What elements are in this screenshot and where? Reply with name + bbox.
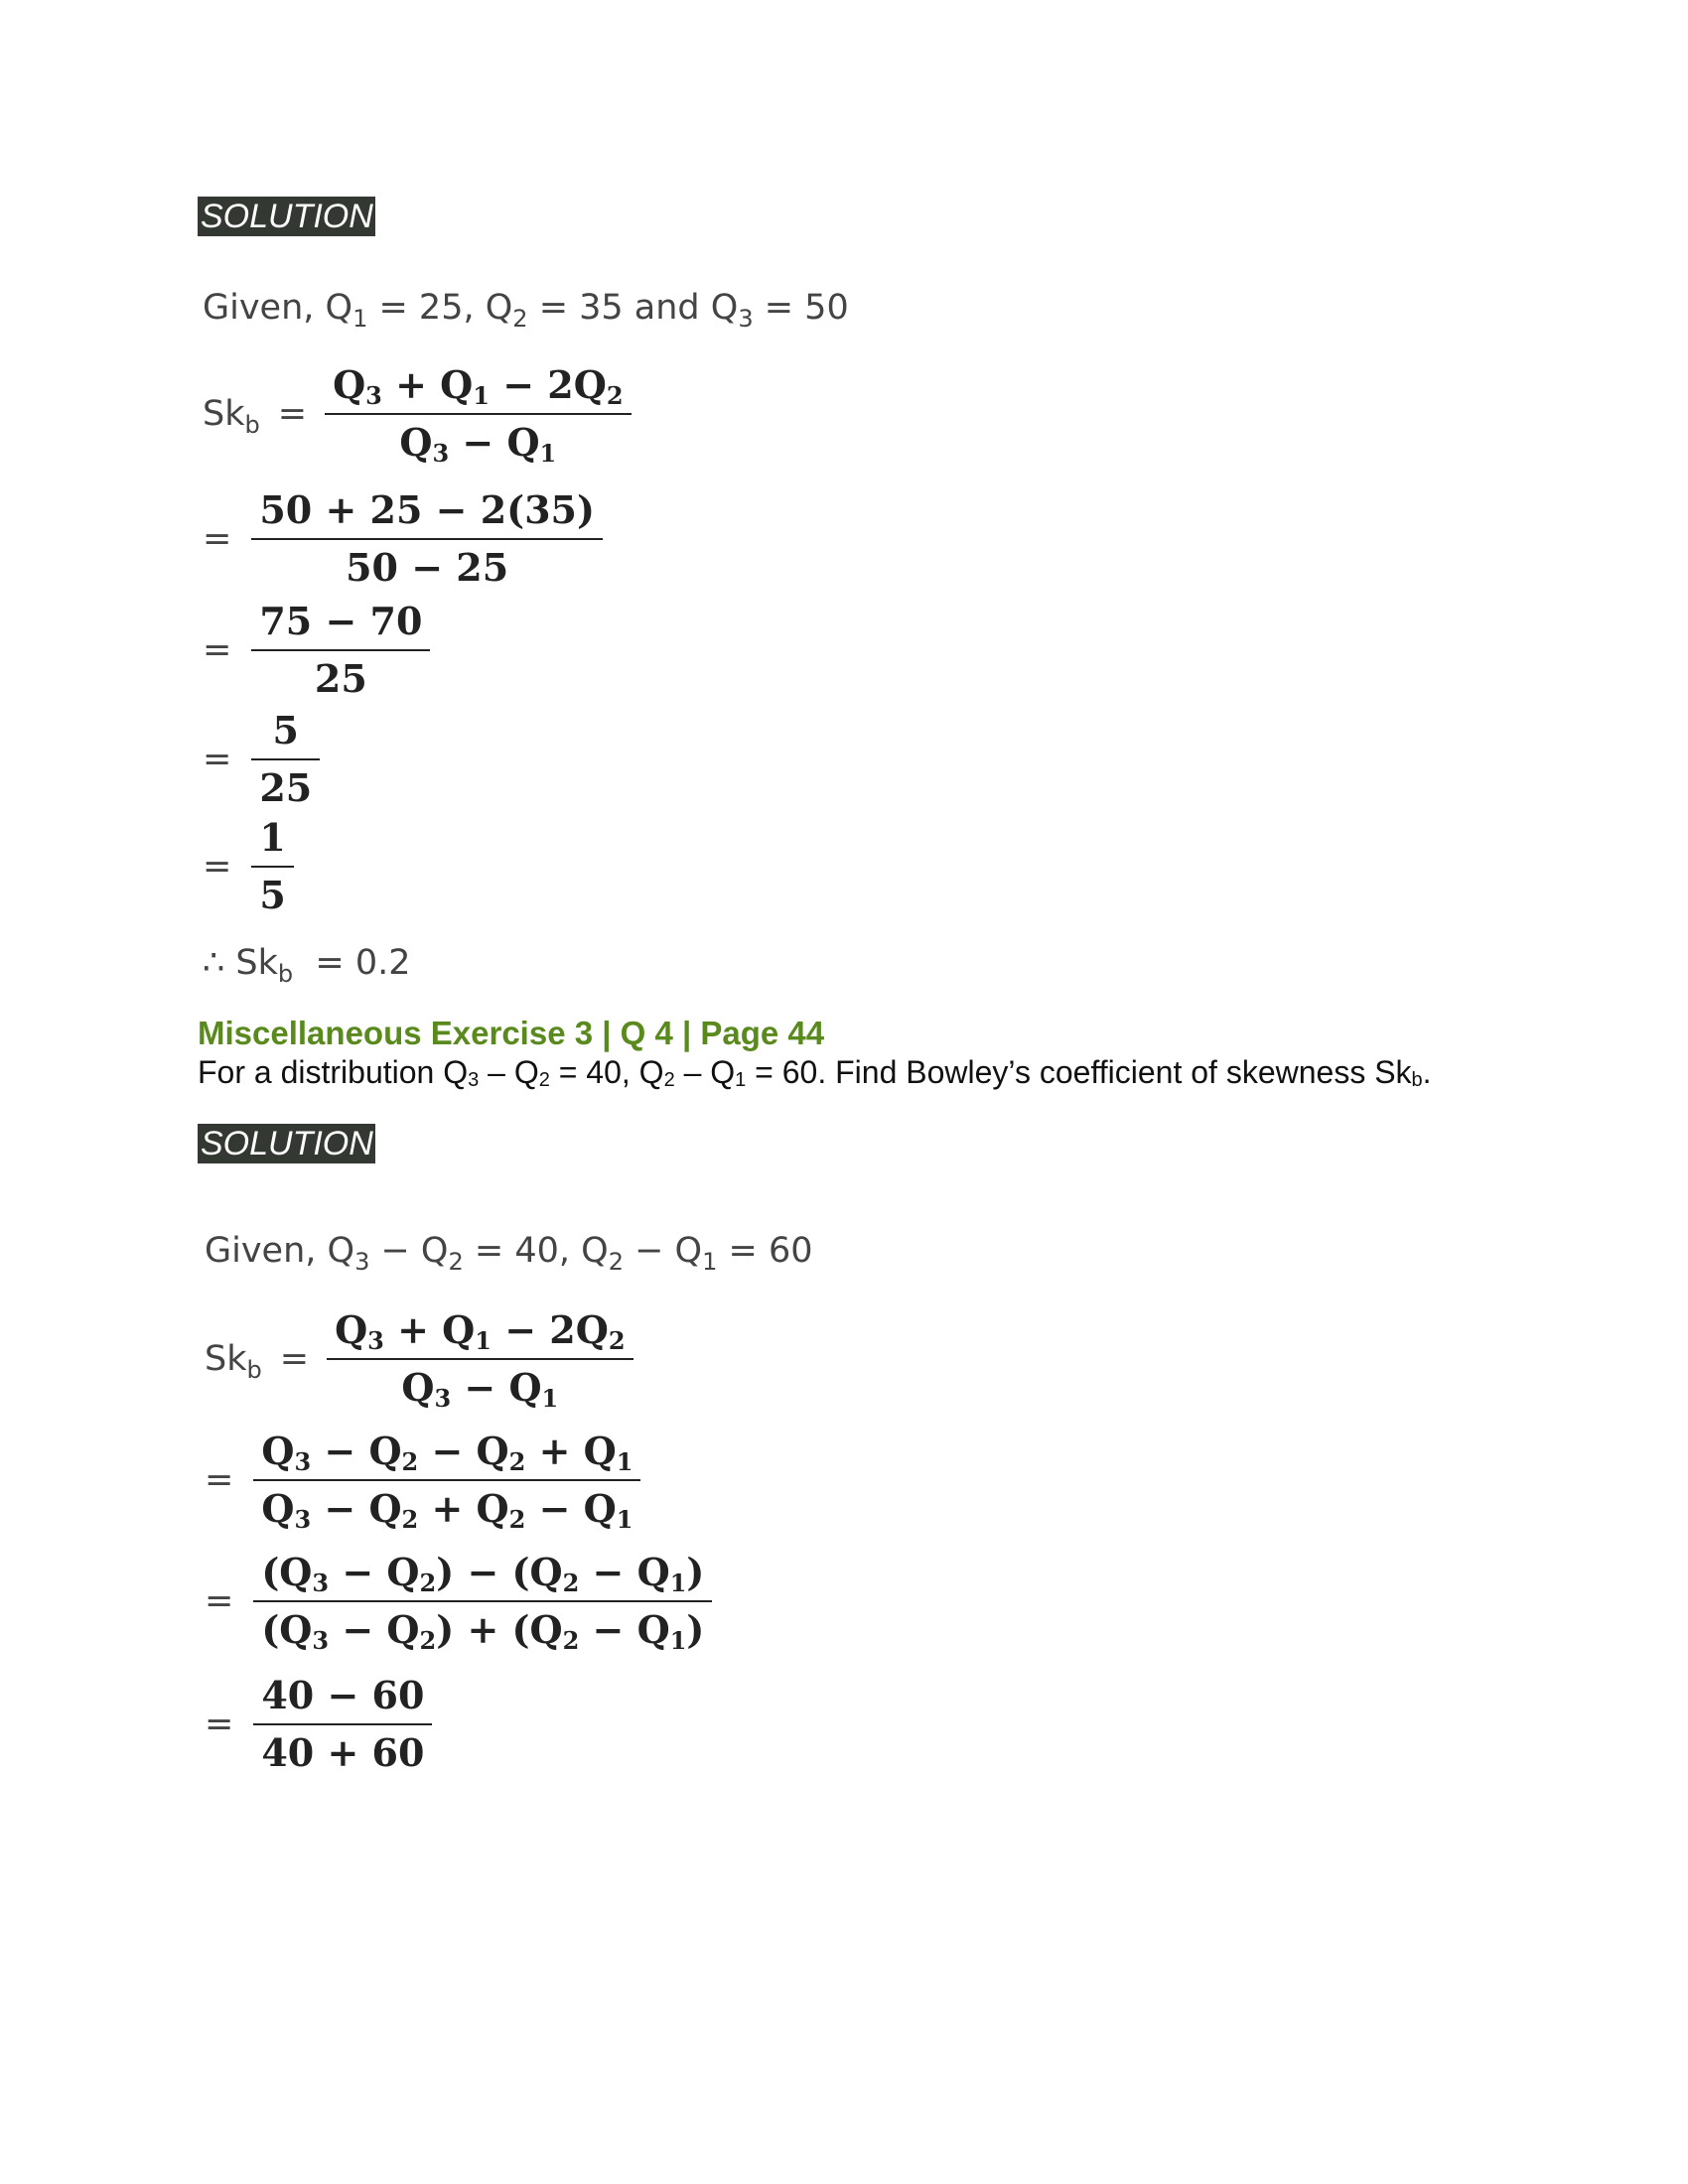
fraction-denominator: 50 − 25 [346, 545, 509, 590]
fraction-numerator: $Q_3 + Q_1 - 2Q_2$ [335, 1307, 626, 1355]
equals-sign: = [277, 394, 308, 434]
step-fraction [253, 1550, 712, 1655]
exercise-heading: Miscellaneous Exercise 3 | Q 4 | Page 44 [198, 1015, 825, 1051]
skewness-label: $Sk_b$ [205, 1339, 262, 1384]
fraction-denominator: 40 + 60 [261, 1730, 425, 1775]
step-substitution [203, 488, 603, 590]
step-expand [205, 1429, 640, 1534]
step-substitute-values [205, 1674, 432, 1775]
fraction-denominator: $(Q_3 - Q_2) + (Q_2 - Q_1)$ [261, 1607, 705, 1655]
given-quartile-differences: Given, $Q_3 - Q_2 = 40$, $Q_2 - Q_1 = 60$ [205, 1231, 813, 1276]
step-fraction [251, 709, 320, 810]
solution-label: SOLUTION [198, 1124, 375, 1163]
equals-sign: = [203, 740, 232, 779]
skewness-label: $Sk_b$ [203, 394, 260, 439]
step-fraction [251, 816, 293, 917]
step-fraction [251, 600, 430, 701]
bowley-formula-row [205, 1307, 633, 1413]
fraction-denominator: $Q_3 - Q_1$ [401, 1365, 559, 1413]
step-final-fraction [203, 816, 294, 917]
equals-sign: = [279, 1339, 310, 1379]
equals-sign: = [203, 519, 232, 559]
equals-sign: = [205, 1705, 234, 1744]
equals-sign: = [203, 630, 232, 670]
fraction-denominator: 25 [314, 656, 367, 701]
fraction-denominator: 25 [259, 765, 313, 810]
fraction-denominator: 5 [259, 873, 286, 917]
fraction-denominator: $Q_3 - Q_1$ [399, 420, 557, 468]
step-fraction [251, 488, 603, 590]
given-quartiles: Given, $Q_1 = 25$, $Q_2 = 35$ and $Q_3 = 50$ [203, 288, 849, 333]
fraction-numerator: $(Q_3 - Q_2) - (Q_2 - Q_1)$ [261, 1550, 705, 1597]
fraction-numerator: $Q_3 - Q_2 - Q_2 + Q_1$ [261, 1429, 633, 1476]
step-fraction [253, 1674, 432, 1775]
equals-sign: = [205, 1581, 234, 1621]
fraction-numerator: 40 − 60 [261, 1673, 425, 1717]
bowley-formula-row [203, 362, 632, 468]
bowley-formula-fraction [327, 1307, 633, 1413]
bowley-formula-fraction [325, 362, 631, 468]
step-simplify [203, 600, 430, 701]
fraction-numerator: 50 + 25 − 2(35) [259, 487, 595, 532]
step-group [205, 1550, 712, 1655]
question-text: For a distribution $Q_3 - Q_2 = 40$, $Q_2 - Q_1 = 60$. Find Bowley’s coefficient of skewness $Sk_b$. [198, 1054, 1432, 1091]
fraction-numerator: 1 [259, 815, 286, 860]
fraction-numerator: $Q_3 + Q_1 - 2Q_2$ [333, 362, 624, 410]
equals-sign: = [203, 847, 232, 887]
fraction-denominator: $Q_3 - Q_2 + Q_2 - Q_1$ [261, 1486, 633, 1534]
solution-label: SOLUTION [198, 197, 375, 236]
equals-sign: = [205, 1460, 234, 1500]
step-reduce [203, 709, 320, 810]
step-fraction [253, 1429, 640, 1534]
result-line: ∴ $Sk_b = 0.2$ [203, 943, 411, 988]
fraction-numerator: 75 − 70 [259, 599, 423, 643]
fraction-numerator: 5 [272, 708, 299, 752]
